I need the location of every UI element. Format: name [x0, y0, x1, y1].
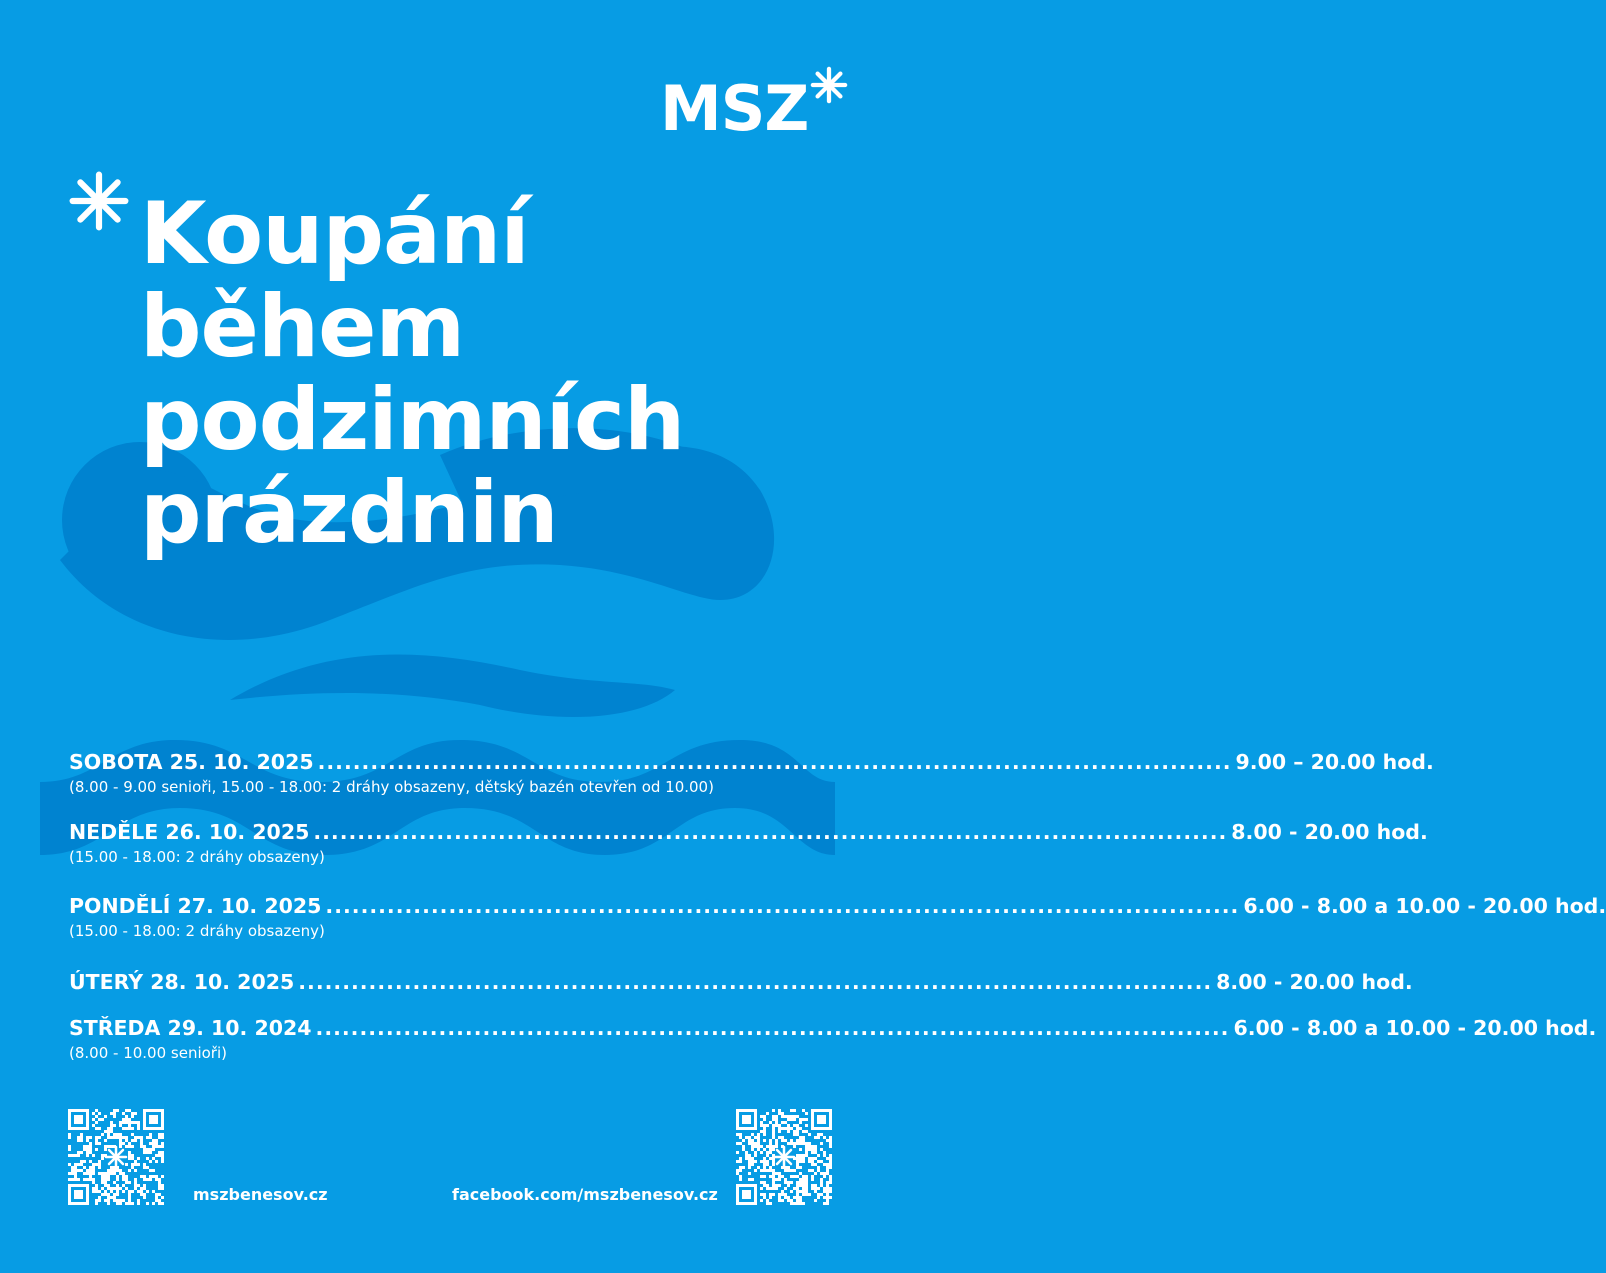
schedule-note: (8.00 - 9.00 senioři, 15.00 - 18.00: 2 dráhy obsazeny, dětský bazén otevřen od 10.00)	[69, 778, 714, 796]
schedule-hours: 8.00 - 20.00 hod.	[1231, 820, 1428, 844]
dot-leader: ........................................................................................................	[315, 1016, 1230, 1040]
website-link[interactable]: mszbenesov.cz	[193, 1185, 328, 1204]
schedule-day: SOBOTA 25. 10. 2025	[69, 750, 314, 774]
poster-title	[140, 184, 685, 563]
schedule-hours: 9.00 – 20.00 hod.	[1235, 750, 1434, 774]
title-line: prázdnin	[140, 462, 558, 563]
title-line: během	[140, 276, 465, 377]
dot-leader: ........................................................................................................	[325, 894, 1240, 918]
schedule-note: (15.00 - 18.00: 2 dráhy obsazeny)	[69, 922, 325, 940]
schedule-hours: 6.00 - 8.00 a 10.00 - 20.00 hod.	[1243, 894, 1606, 918]
schedule-note: (8.00 - 10.00 senioři)	[69, 1044, 227, 1062]
dot-leader: ........................................................................................................	[317, 750, 1232, 774]
schedule-row	[69, 818, 1428, 868]
schedule-hours: 8.00 - 20.00 hod.	[1216, 970, 1413, 994]
schedule-row	[69, 1014, 1597, 1064]
schedule-day: STŘEDA 29. 10. 2024	[69, 1016, 312, 1040]
sparkle-star-icon	[68, 170, 130, 232]
schedule-day: PONDĚLÍ 27. 10. 2025	[69, 894, 322, 918]
opening-hours-schedule	[69, 748, 1606, 1064]
dot-leader: ........................................................................................................	[313, 820, 1228, 844]
sparkle-star-icon	[810, 66, 848, 104]
schedule-row	[69, 892, 1606, 942]
schedule-row	[69, 748, 1434, 798]
msz-logo	[660, 66, 848, 145]
schedule-row	[69, 968, 1413, 996]
title-line: podzimních	[140, 369, 685, 470]
qr-code-icon[interactable]	[736, 1109, 832, 1205]
schedule-day: ÚTERÝ 28. 10. 2025	[69, 970, 295, 994]
schedule-note: (15.00 - 18.00: 2 dráhy obsazeny)	[69, 848, 325, 866]
facebook-link[interactable]: facebook.com/mszbenesov.cz	[452, 1185, 718, 1204]
logo-text: MSZ	[660, 72, 809, 145]
schedule-hours: 6.00 - 8.00 a 10.00 - 20.00 hod.	[1233, 1016, 1597, 1040]
schedule-day: NEDĚLE 26. 10. 2025	[69, 820, 310, 844]
title-line: Koupání	[140, 184, 529, 284]
qr-code-icon[interactable]	[68, 1109, 164, 1205]
dot-leader: ........................................................................................................	[298, 970, 1213, 994]
